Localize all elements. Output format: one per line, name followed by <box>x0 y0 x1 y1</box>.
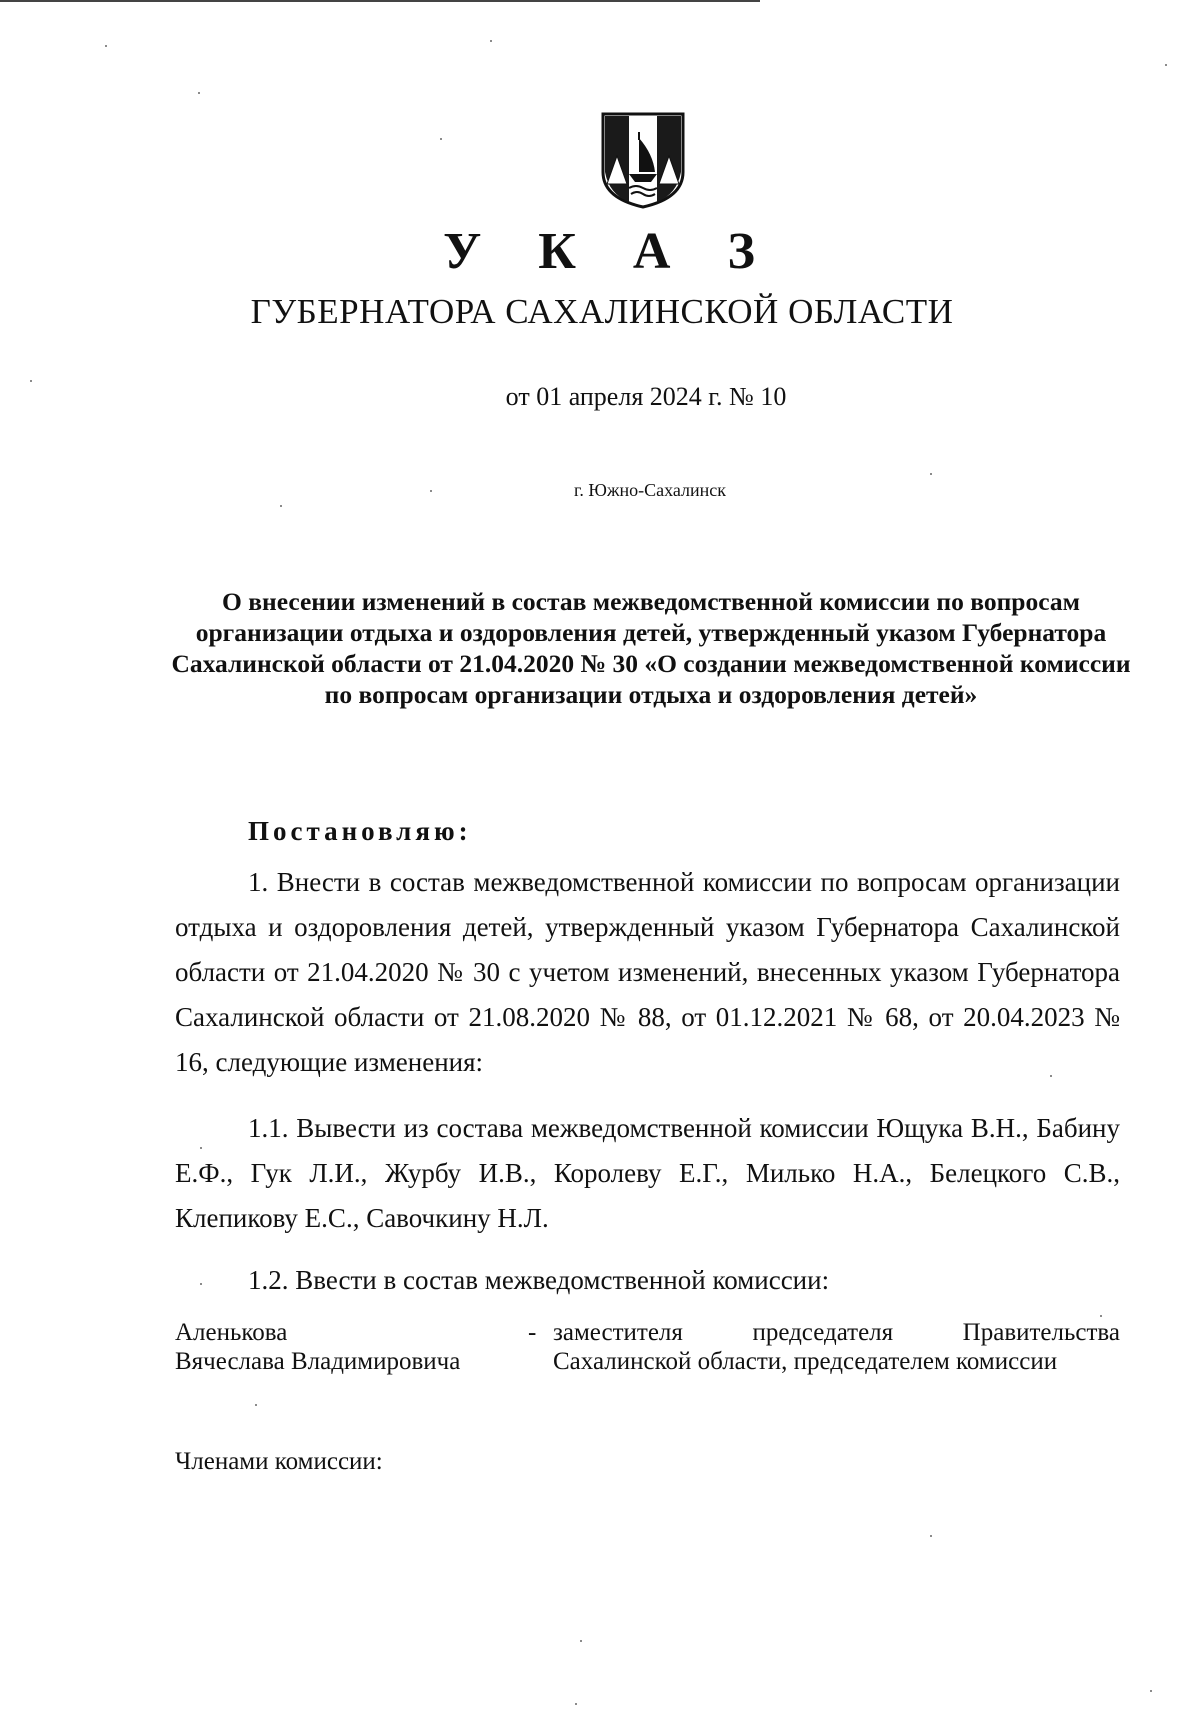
scan-edge-line <box>0 0 760 2</box>
paragraph-1: 1. Внести в состав межведомственной комиссии по вопросам организации отдыха и оздоровления детей, утвержденный указом Губернатора Сахалинской области от 21.04.2020 № 30 с учетом изменений, внесенных указом Губернатора Сахалинской области от 21.08.2020 № 88, от 01.12.2021 № 68, от 20.04.2023 № 16, следующие изменения: <box>175 867 1120 1077</box>
document-heading: О внесении изменений в состав межведомственной комиссии по вопросам организации отдыха и оздоровления детей, утвержденный указом Губернатора Сахалинской области от 21.04.2020 № 30 «О создании межведомственной комиссии по вопросам организации отдыха и оздоровления детей» <box>171 587 1131 709</box>
scan-speck <box>255 1404 257 1406</box>
paragraph-1-1: 1.1. Вывести из состава межведомственной комиссии Ющука В.Н., Бабину Е.Ф., Гук Л.И., Журбу И.В., Королеву Е.Г., Милько Н.А., Белецкого С.В., Клепикову Е.С., Савочкину Н.Л. <box>175 1113 1120 1233</box>
scan-speck <box>575 1703 577 1705</box>
scan-speck <box>198 92 200 94</box>
document-title: У К А З <box>443 223 777 280</box>
scan-speck <box>200 1283 202 1285</box>
scan-speck <box>200 1147 202 1149</box>
scan-speck <box>1165 64 1167 66</box>
scan-speck <box>440 138 442 140</box>
person-dash: - <box>528 1319 537 1346</box>
document-date-number: от 01 апреля 2024 г. № 10 <box>505 382 787 411</box>
paragraph-1-2: 1.2. Ввести в состав межведомственной комиссии: <box>248 1265 830 1295</box>
sakhalin-coat-of-arms-icon <box>599 110 687 210</box>
issuing-authority: ГУБЕРНАТОРА САХАЛИНСКОЙ ОБЛАСТИ <box>250 292 954 331</box>
scan-speck <box>930 1535 932 1537</box>
scan-speck <box>1100 1315 1102 1317</box>
person-name <box>175 1318 535 1376</box>
scan-speck <box>490 40 492 42</box>
members-label: Членами комиссии: <box>175 1448 383 1475</box>
scan-speck <box>430 490 432 492</box>
scan-speck <box>930 473 932 475</box>
person-given-names: Вячеслава Владимировича <box>175 1348 461 1375</box>
document-city: г. Южно-Сахалинск <box>573 480 727 500</box>
scan-speck <box>280 505 282 507</box>
person-role: заместителя председателя Правительства Сахалинской области, председателем комиссии <box>553 1319 1120 1375</box>
scan-speck <box>580 1640 582 1642</box>
person-surname: Аленькова <box>175 1319 288 1346</box>
scan-speck <box>105 45 107 47</box>
scan-speck <box>1150 1690 1152 1692</box>
scan-speck <box>1050 1075 1052 1077</box>
scan-speck <box>30 380 32 382</box>
resolve-label: Постановляю: <box>248 816 472 846</box>
